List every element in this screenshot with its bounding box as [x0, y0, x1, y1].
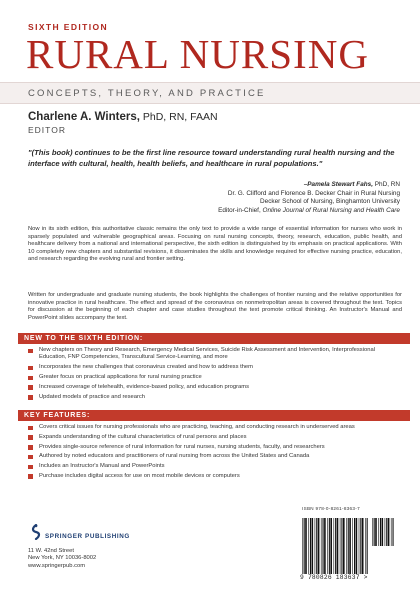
barcode-bar — [329, 518, 330, 574]
barcode-bar — [359, 518, 360, 574]
publisher-website: www.springerpub.com — [28, 562, 86, 569]
square-bullet-icon — [28, 385, 33, 390]
barcode-bar — [324, 518, 326, 574]
barcode-main-digits: 9 780826 183637 — [300, 574, 360, 581]
list-item-text: Purchase includes digital access for use on most mobile devices or computers — [39, 472, 240, 479]
list-item-text: Includes an Instructor's Manual and PowerPoints — [39, 463, 165, 470]
list-item-text: Increased coverage of telehealth, evidence-based policy, and education programs — [39, 383, 250, 390]
barcode-bar — [315, 518, 316, 574]
barcode-bar — [352, 518, 353, 574]
barcode-bar — [360, 518, 361, 574]
barcode-bar — [337, 518, 339, 574]
square-bullet-icon — [28, 474, 33, 479]
address-line-2: New York, NY 10036-8002 — [28, 555, 97, 562]
list-item-text: Provides single-source reference of rural information for rural nurses, nursing students, faculty, and researchers — [39, 443, 325, 450]
barcode-bar — [340, 518, 341, 574]
list-item — [28, 444, 398, 451]
barcode-bar — [335, 518, 336, 574]
barcode-bar — [334, 518, 335, 574]
barcode-bar — [343, 518, 345, 574]
description-paragraph-2: Written for undergraduate and graduate nursing students, the book highlights the challenges of frontier nursing and the relative opportunities for innovative practice in rural healthcare. The effect and spread of the coronavirus on nonmetropolitan areas is covered throughout the text. Topics for discussion at the beginning of each chapter and case studies throughout the text promote critical thinking. An Instructor's Manual and PowerPoint slides accompany the text. — [28, 292, 402, 321]
editor-role: EDITOR — [28, 125, 66, 135]
ean5-barcode-bars — [372, 518, 394, 546]
barcode-bar — [323, 518, 324, 574]
square-bullet-icon — [28, 349, 33, 354]
attribution-line-3: Decker School of Nursing, Binghamton University — [260, 198, 400, 206]
book-title: RURAL NURSING — [26, 31, 369, 77]
key-features-heading: KEY FEATURES: — [18, 410, 410, 421]
barcode-bar — [365, 518, 366, 574]
isbn-barcode — [300, 506, 396, 582]
barcode-bar — [382, 518, 384, 546]
barcode-bar — [372, 518, 373, 546]
barcode-bar — [391, 518, 392, 546]
address-line-1: 11 W. 42nd Street — [28, 548, 74, 554]
list-item — [28, 473, 398, 480]
list-item-text: New chapters on Theory and Research, Emergency Medical Services, Suicide Risk Assessment and Intervention, Interprofessional Education, FNP Competencies, Transcultural Service-Learning, and more — [39, 347, 375, 361]
barcode-bar — [330, 518, 332, 574]
barcode-ean5-digits: > — [363, 574, 368, 581]
subtitle-band — [0, 82, 420, 104]
barcode-bar — [308, 518, 309, 574]
barcode-digits — [300, 574, 368, 581]
list-item — [28, 424, 398, 431]
barcode-bar — [310, 518, 311, 574]
edition-label: SIXTH EDITION — [28, 22, 109, 32]
barcode-bar — [354, 518, 355, 574]
barcode-bar — [349, 518, 351, 574]
springer-logo-icon — [28, 524, 44, 540]
publisher-name: SPRINGER PUBLISHING — [45, 533, 130, 540]
new-section-heading: NEW TO THE SIXTH EDITION: — [18, 333, 410, 344]
square-bullet-icon — [28, 426, 33, 431]
barcode-bar — [341, 518, 342, 574]
barcode-bar — [305, 518, 307, 574]
barcode-bar — [327, 518, 328, 574]
square-bullet-icon — [28, 366, 33, 371]
new-section-list — [28, 347, 398, 403]
barcode-bar — [348, 518, 349, 574]
barcode-bar — [302, 518, 303, 574]
endorsement-quote: "(This book) continues to be the first line resource toward understanding rural health nursing and the interface with cultural, health, health beliefs, and healthcare in rural populations." — [28, 148, 395, 168]
attribution-credentials: PhD, RN — [373, 181, 400, 188]
square-bullet-icon — [28, 376, 33, 381]
list-item — [28, 364, 398, 371]
publisher-logo — [28, 521, 140, 549]
isbn-label: ISBN 978-0-8261-8363-7 — [302, 506, 360, 511]
barcode-bar — [346, 518, 347, 574]
barcode-bar — [316, 518, 317, 574]
square-bullet-icon — [28, 455, 33, 460]
list-item-text: Incorporates the new challenges that coronavirus created and how to address them — [39, 364, 253, 371]
list-item — [28, 453, 398, 460]
list-item-text: Covers critical issues for nursing professionals who are practicing, teaching, and conducting research in underserved areas — [39, 424, 355, 430]
square-bullet-icon — [28, 395, 33, 400]
list-item — [28, 463, 398, 470]
list-item — [28, 374, 398, 381]
square-bullet-icon — [28, 465, 33, 470]
barcode-bar — [362, 518, 364, 574]
barcode-bar — [312, 518, 314, 574]
barcode-bar — [356, 518, 358, 574]
list-item-text: Greater focus on practical applications for rural nursing practice — [39, 374, 202, 380]
list-item-text: Updated models of practice and research — [39, 393, 146, 400]
barcode-bar — [388, 518, 390, 546]
editor-name-text: Charlene A. Winters, — [28, 111, 140, 123]
list-item — [28, 384, 398, 391]
description-paragraph-1: Now in its sixth edition, this authoritative classic remains the only text to provide a wide range of essential information for nurses who work in sparsely populated and vulnerable geographical areas. Focusing on rural nursing concepts, theory, research, education, public health, and healthcare delivery from a national and international perspective, the sixth edition is distinguished by its emphasis on practical applications. With 10 completely new chapters and substantial revisions, it disseminates the skills and knowledge required for effective nursing practice, education, and research regarding the evolving rural and frontier setting. — [28, 226, 402, 263]
barcode-bar — [393, 518, 394, 546]
editor-name — [28, 111, 218, 123]
attribution-line-4-prefix: Editor-in-Chief, — [218, 206, 263, 214]
list-item — [28, 394, 398, 401]
editor-credentials: PhD, RN, FAAN — [139, 111, 218, 123]
barcode-bar — [386, 518, 387, 546]
barcode-bar — [380, 518, 381, 546]
publisher-address — [28, 548, 96, 570]
square-bullet-icon — [28, 445, 33, 450]
barcode-bar — [304, 518, 305, 574]
barcode-bar — [321, 518, 322, 574]
square-bullet-icon — [28, 435, 33, 440]
attribution-line-2: Dr. G. Clifford and Florence B. Decker Chair in Rural Nursing — [227, 189, 400, 197]
list-item — [28, 434, 398, 441]
barcode-bar — [318, 518, 320, 574]
barcode-bar — [375, 518, 377, 546]
barcode-bar — [385, 518, 386, 546]
key-features-list — [28, 424, 398, 483]
barcode-bar — [374, 518, 375, 546]
list-item — [28, 347, 398, 362]
ean13-barcode-bars — [302, 518, 368, 574]
quote-attribution — [218, 181, 400, 215]
list-item-text: Expands understanding of the cultural characteristics of rural persons and places — [39, 433, 247, 440]
book-subtitle: CONCEPTS, THEORY, AND PRACTICE — [28, 88, 266, 99]
barcode-bar — [367, 518, 368, 574]
attribution-journal: Online Journal of Rural Nursing and Health Care — [262, 206, 400, 214]
barcode-bar — [378, 518, 379, 546]
list-item-text: Authored by noted educators and practitioners of rural nursing from across the United States and Canada — [39, 453, 310, 460]
attribution-name: –Pamela Stewart Fahs, — [303, 181, 373, 188]
